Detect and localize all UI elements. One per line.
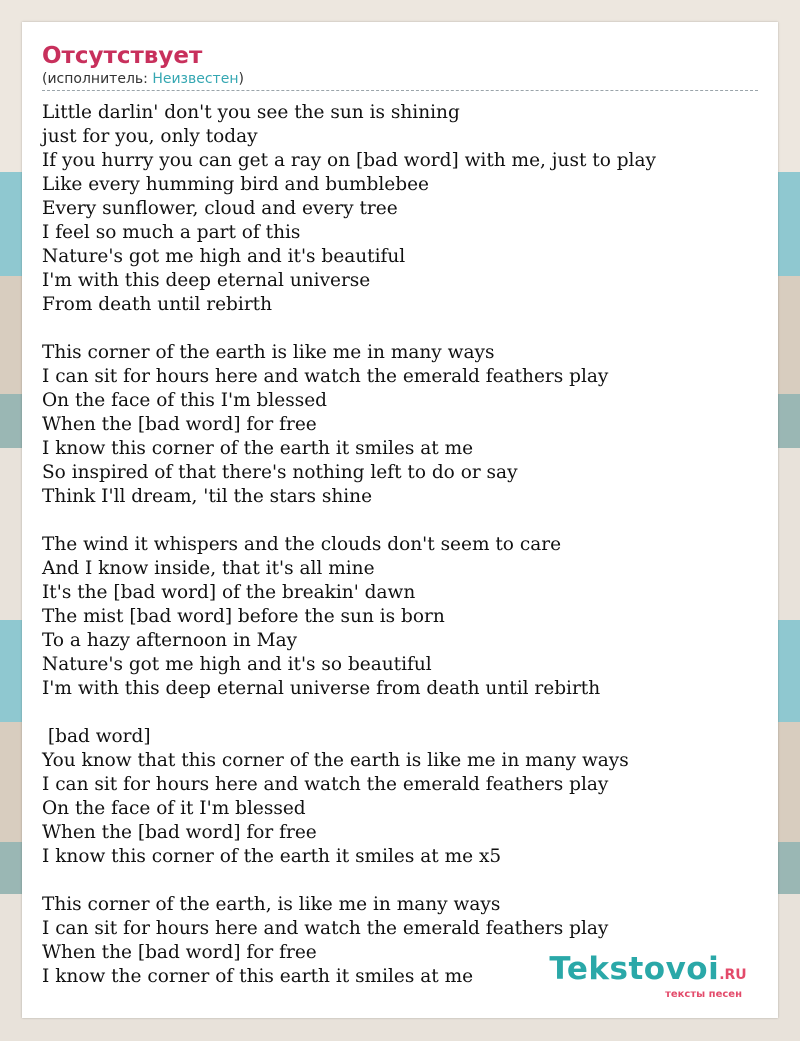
lyric-line: Nature's got me high and it's beautiful [42,246,406,267]
artist-prefix: (исполнитель: [42,71,153,87]
lyric-line: So inspired of that there's nothing left to do or say [42,462,518,483]
lyric-line: I feel so much a part of this [42,222,301,243]
lyric-line: I can sit for hours here and watch the emerald feathers play [42,774,609,795]
song-title: Отсутствует [42,43,203,69]
lyric-line [42,509,758,533]
lyric-line: I know this corner of the earth it smiles at me x5 [42,846,502,867]
lyric-line: I can sit for hours here and watch the emerald feathers play [42,918,609,939]
logo-wordmark [548,952,748,992]
artist-link[interactable]: Неизвестен [152,71,239,87]
lyric-line: Every sunflower, cloud and every tree [42,198,398,219]
lyric-line: You know that this corner of the earth is like me in many ways [42,750,629,771]
logo-name: Tekstovoi [549,951,720,987]
lyric-line: To a hazy afternoon in May [42,630,298,651]
lyric-line: It's the [bad word] of the breakin' dawn [42,582,416,603]
lyric-line: When the [bad word] for free [42,414,317,435]
site-logo[interactable] [548,952,748,1000]
lyric-line: I can sit for hours here and watch the emerald feathers play [42,366,609,387]
lyric-line: Like every humming bird and bumblebee [42,174,429,195]
lyric-line: I'm with this deep eternal universe [42,270,371,291]
lyric-line: I know the corner of this earth it smiles at me [42,966,474,987]
lyric-line: [bad word] [42,726,151,747]
logo-tld: .RU [719,967,747,983]
lyric-line: Nature's got me high and it's so beautiful [42,654,432,675]
lyric-line: This corner of the earth, is like me in many ways [42,894,501,915]
lyric-line [42,701,758,725]
logo-tagline: тексты песен [665,989,742,1000]
lyric-line: From death until rebirth [42,294,273,315]
artist-suffix: ) [238,71,244,87]
lyric-line: On the face of this I'm blessed [42,390,328,411]
lyric-line: When the [bad word] for free [42,822,317,843]
lyric-line: And I know inside, that it's all mine [42,558,375,579]
lyric-line: The wind it whispers and the clouds don't seem to care [42,534,562,555]
lyric-line: Think I'll dream, 'til the stars shine [42,486,373,507]
lyric-line: I know this corner of the earth it smiles at me [42,438,474,459]
lyric-line: Little darlin' don't you see the sun is shining [42,102,460,123]
lyrics-body [42,101,758,989]
lyric-line: When the [bad word] for free [42,942,317,963]
lyric-line: This corner of the earth is like me in many ways [42,342,495,363]
lyric-line: If you hurry you can get a ray on [bad word] with me, just to play [42,150,656,171]
lyric-line: I'm with this deep eternal universe from death until rebirth [42,678,601,699]
lyric-line: The mist [bad word] before the sun is born [42,606,445,627]
lyric-line [42,317,758,341]
lyric-line [42,869,758,893]
artist-line [42,70,758,91]
lyric-line: On the face of it I'm blessed [42,798,306,819]
lyrics-card [22,22,778,1018]
lyric-line: just for you, only today [42,126,258,147]
